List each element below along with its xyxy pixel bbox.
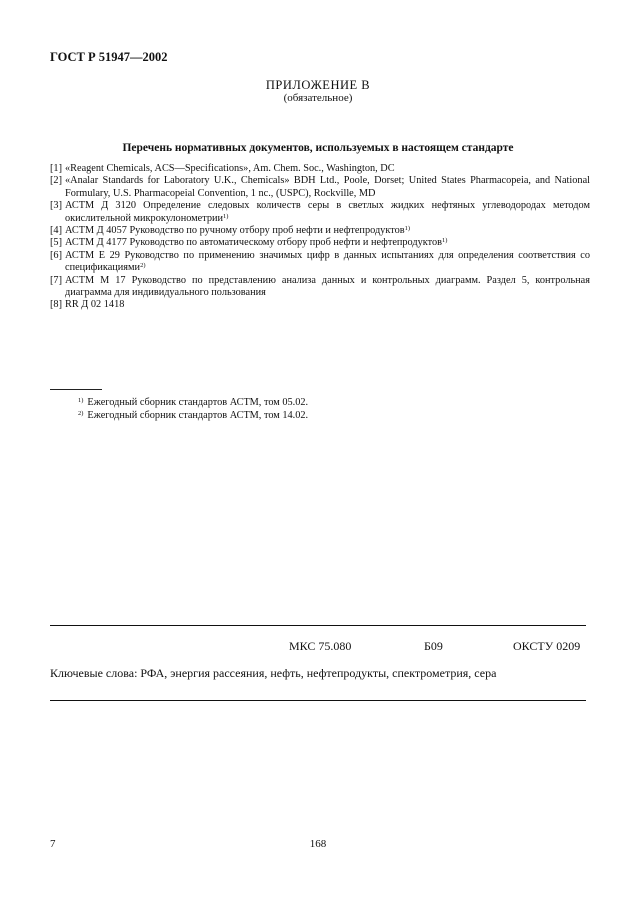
reference-item: [50, 163, 590, 175]
reference-text: АСТМ Е 29 Руководство по применению значимых цифр в данных испытаниях для определения соответствия со спецификациями$^{2)}$: [65, 249, 590, 274]
mks-code: МКС 75.080: [289, 639, 352, 653]
reference-text: АСТМ М 17 Руководство по представлению анализа данных и контрольных диаграмм. Раздел 5, контрольная диаграмма для индивидуального пользования: [65, 274, 590, 299]
standard-code: ГОСТ Р 51947—2002: [50, 50, 168, 64]
footnotes: [78, 396, 308, 422]
footnote-item: [78, 396, 308, 409]
reference-text: АСТМ Д 4177 Руководство по автоматическому отбору проб нефти и нефтепродуктов$^{1)}$: [65, 237, 448, 249]
group-code: Б09: [424, 639, 443, 653]
reference-item: [50, 200, 590, 225]
divider-bottom: [50, 700, 586, 701]
reference-item: [50, 237, 590, 249]
reference-text: «Reagent Chemicals, ACS—Specifications», Am. Chem. Soc., Washington, DC: [65, 163, 395, 174]
page-number-left: 7: [50, 838, 56, 850]
footnote-marker: 1): [404, 225, 410, 233]
references-list: [50, 163, 590, 312]
reference-number: [6]: [50, 249, 63, 261]
footnote-mark: 2): [78, 410, 84, 417]
reference-item: [50, 225, 590, 237]
divider-top: [50, 625, 586, 626]
appendix-title: ПРИЛОЖЕНИЕ В: [265, 78, 371, 92]
keywords: Ключевые слова: РФА, энергия рассеяния, нефть, нефтепродукты, спектрометрия, сера: [50, 666, 497, 680]
references-heading: Перечень нормативных документов, используемых в настоящем стандарте: [122, 142, 514, 154]
reference-text: АСТМ Д 4057 Руководство по ручному отбору проб нефти и нефтепродуктов$^{1)}$: [65, 225, 410, 237]
footnote-text: Ежегодный сборник стандартов АСТМ, том 14.02.: [87, 410, 309, 421]
reference-number: [1]: [50, 163, 63, 174]
footnote-item: [78, 409, 308, 422]
footnote-marker: 1): [442, 237, 448, 245]
footnote-marker: 1): [223, 212, 229, 220]
reference-number: [4]: [50, 225, 63, 237]
footnote-marker: 2): [140, 262, 146, 270]
page-number-center: 168: [309, 838, 327, 850]
reference-item: [50, 299, 590, 311]
reference-number: [7]: [50, 274, 63, 286]
reference-number: [3]: [50, 200, 63, 212]
footnote-text: Ежегодный сборник стандартов АСТМ, том 05.02.: [87, 397, 309, 408]
okstu-code: ОКСТУ 0209: [513, 639, 581, 653]
reference-number: [2]: [50, 175, 63, 187]
reference-item: [50, 175, 590, 200]
reference-item: [50, 275, 590, 300]
reference-number: [8]: [50, 299, 63, 311]
reference-text: RR Д 02 1418: [65, 299, 125, 311]
appendix-subtitle: (обязательное): [283, 92, 353, 104]
reference-item: [50, 250, 590, 275]
footnote-divider: [50, 389, 102, 390]
reference-text: «Analar Standards for Laboratory U.K., Chemicals» BDH Ltd., Poole, Dorset; United States Pharmacopeia, and National Formulary, U.S. Pharmacopeial Convention, 1 nc., (USPC), Rockville, MD: [65, 175, 590, 199]
reference-text: АСТМ Д 3120 Определение следовых количеств серы в светлых жидких нефтяных углеводородах методом окислительной микрокулонометрии$^{1)}$: [65, 200, 590, 224]
footnote-mark: 1): [78, 397, 84, 404]
reference-number: [5]: [50, 237, 63, 249]
